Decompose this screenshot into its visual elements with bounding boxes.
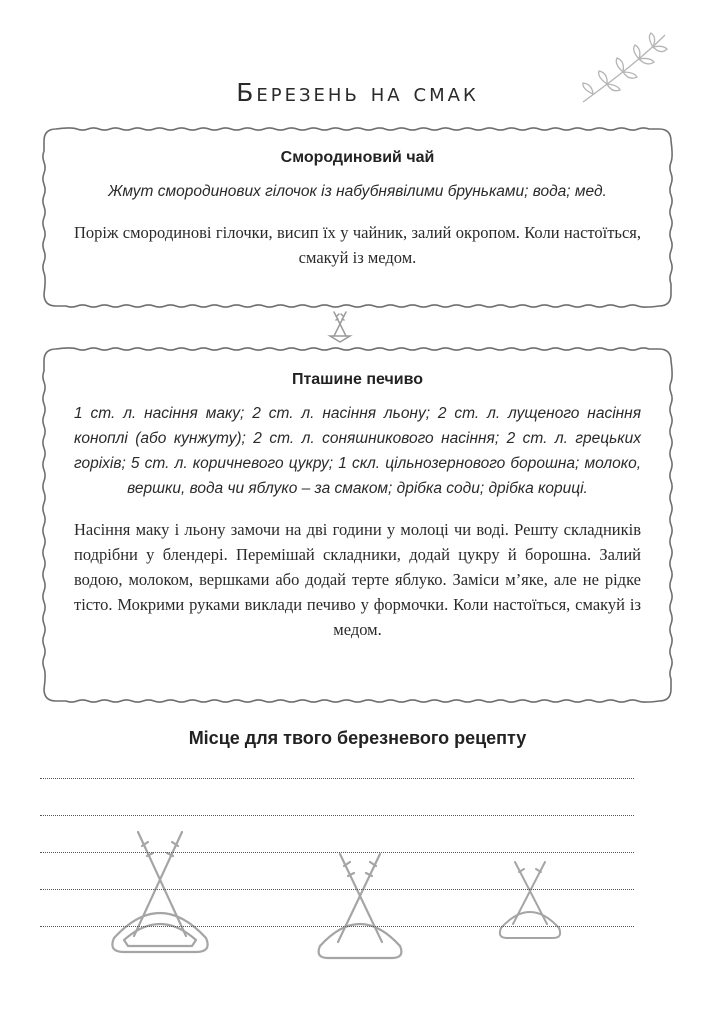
recipe-method: Насіння маку і льону замочи на дві години у молоці чи воді. Решту складників подрібни у блендері. Перемішай складники, додай цукру й борошна. Залий водою, молоком, вершками або додай терте яблуко. Заміси м’яке, але не рідке тісто. Мокрими руками виклади печиво у формочки. Коли настоїться, смакуй із медом.	[74, 520, 641, 639]
write-line[interactable]	[40, 889, 634, 890]
decorative-ornament-icon	[310, 850, 410, 970]
recipe-ingredients: 1 ст. л. насіння маку; 2 ст. л. насіння льону; 2 ст. л. лущеного насіння коноплі (або кунжуту); 2 ст. л. соняшникового насіння; 2 ст. л. грецьких горіхів; 5 ст. л. коричневого цукру; 1 скл. цільнозернового борошна; молоко, вершки, вода чи яблуко – за смаком; дрібка соди; дрібка кориці.	[74, 405, 641, 497]
recipe-card-currant-tea	[40, 125, 675, 310]
recipe-title: Смородиновий чай	[280, 149, 435, 166]
write-line[interactable]	[40, 852, 634, 853]
write-line[interactable]	[40, 815, 634, 816]
write-line[interactable]	[40, 778, 634, 779]
recipe-method: Поріж смородинові гілочки, висип їх у чайник, залий окропом. Коли настоїться, смакуй із медом.	[74, 223, 641, 267]
own-recipe-title: Місце для твого березневого рецепту	[188, 728, 527, 748]
decorative-ornament-icon	[495, 858, 565, 948]
page-title: Березень на смак	[236, 78, 479, 107]
decorative-ornament-icon	[100, 828, 220, 968]
recipe-ingredients: Жмут смородинових гілочок із набубнявілими бруньками; вода; мед.	[108, 183, 607, 200]
write-line[interactable]	[40, 926, 634, 927]
recipe-title: Пташине печиво	[291, 371, 424, 388]
recipe-card-bird-cookies	[40, 345, 675, 705]
divider-ornament-icon	[325, 310, 355, 344]
leafy-sprig-icon	[575, 30, 670, 110]
